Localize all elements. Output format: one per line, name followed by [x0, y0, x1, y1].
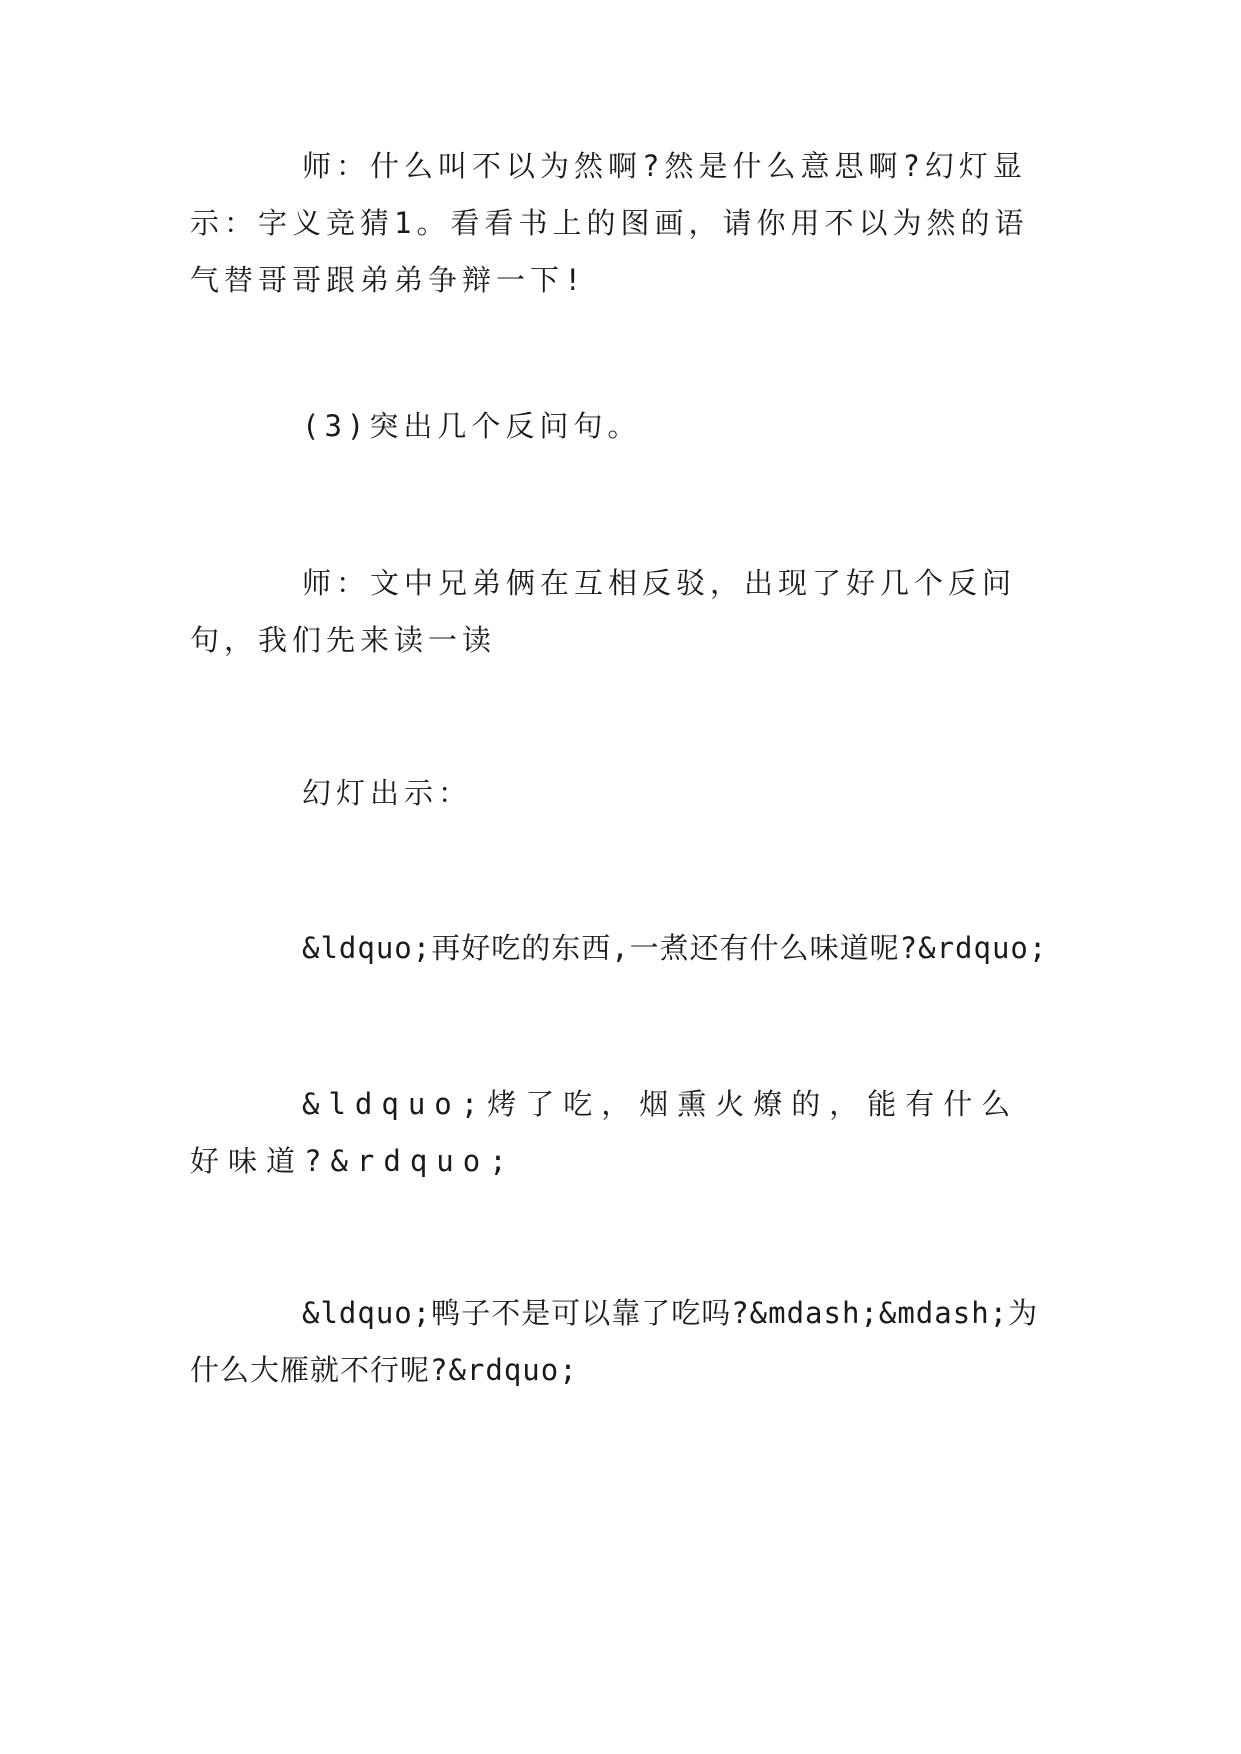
- paragraph-quote-1: &ldquo;再好吃的东西,一煮还有什么味道呢?&rdquo;: [302, 931, 1048, 965]
- paragraph-section-3: (3)突出几个反问句。: [302, 409, 642, 443]
- paragraph-slide-show: 幻灯出示：: [302, 776, 473, 810]
- paragraph-teacher-question: 师：什么叫不以为然啊?然是什么意思啊?幻灯显示：字义竞猜1。看看书上的图画，请你用不以为然的语气替哥哥跟弟弟争辩一下!: [190, 149, 1029, 297]
- paragraph-quote-2: &ldquo;烤了吃，烟熏火燎的，能有什么好味道?&rdquo;: [190, 1087, 1020, 1178]
- paragraph-quote-3: &ldquo;鸭子不是可以靠了吃吗?&mdash;&mdash;为什么大雁就不行呢?&rdquo;: [190, 1296, 1039, 1387]
- paragraph-teacher-rhetorical: 师：文中兄弟俩在互相反驳，出现了好几个反问句，我们先来读一读: [190, 566, 1017, 657]
